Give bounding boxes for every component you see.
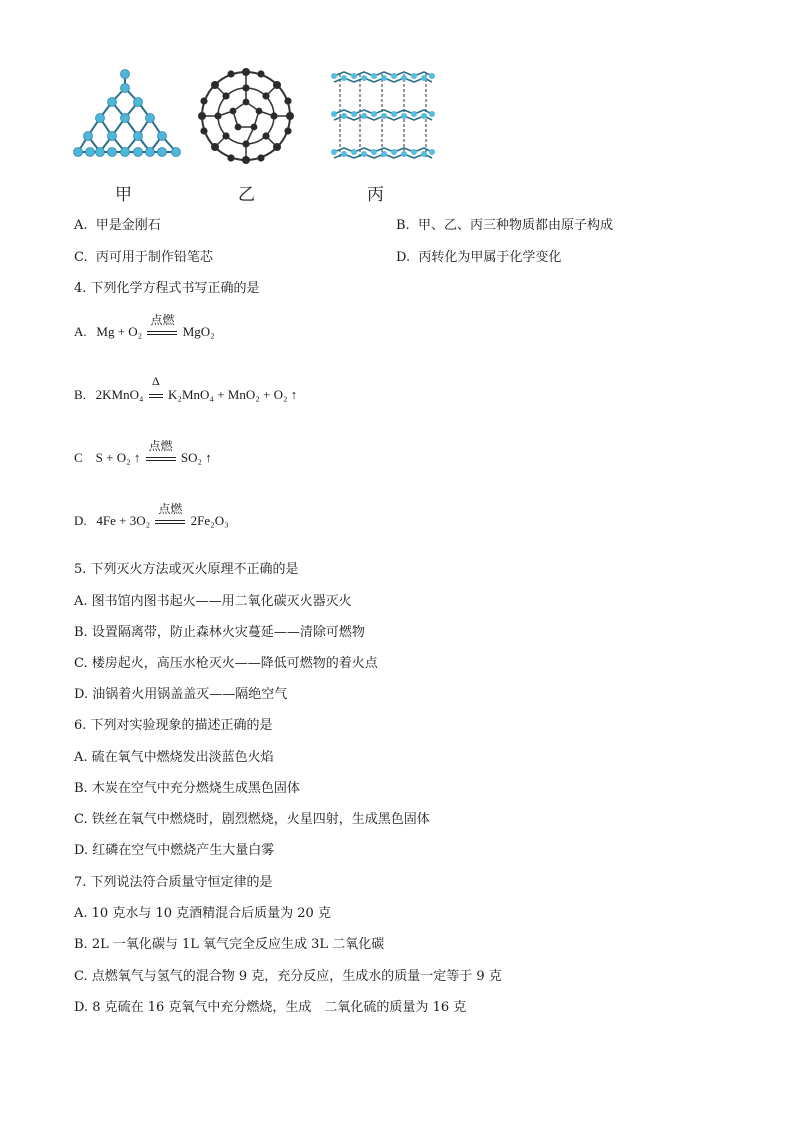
q4-option-c: C S + O₂ ↑ 点燃 SO₂ ↑: [74, 439, 212, 465]
q3-option-b: B. 甲、乙、丙三种物质都由原子构成: [396, 218, 613, 233]
reaction-condition: 点燃: [147, 324, 177, 340]
q3-option-c: C. 丙可用于制作铅笔芯: [74, 250, 213, 265]
q7-stem: 7. 下列说法符合质量守恒定律的是: [74, 875, 273, 890]
q4-option-b: B. 2KMnO₄ Δ K₂MnO₄ + MnO₂ + O₂ ↑: [74, 374, 298, 402]
q6-option-b: B. 木炭在空气中充分燃烧生成黑色固体: [74, 781, 300, 796]
figure-yi-fullerene: [196, 66, 296, 166]
q5-option-d: D. 油锅着火用锅盖盖灭——隔绝空气: [74, 687, 288, 702]
q6-option-a: A. 硫在氧气中燃烧发出淡蓝色火焰: [74, 750, 274, 765]
q4-stem: 4. 下列化学方程式书写正确的是: [74, 281, 260, 296]
q5-option-a: A. 图书馆内图书起火——用二氧化碳灭火器灭火: [74, 594, 352, 609]
figure-bing-graphite: [330, 66, 435, 166]
q4-option-d: D. 4Fe + 3O₂ 点燃 2Fe₂O₃: [74, 502, 229, 528]
caption-jia: 甲: [115, 185, 132, 205]
reaction-condition: Δ: [149, 387, 163, 403]
q5-option-c: C. 楼房起火，高压水枪灭火——降低可燃物的着火点: [74, 656, 378, 671]
q3-option-d: D. 丙转化为甲属于化学变化: [396, 250, 562, 265]
reaction-condition: 点燃: [155, 513, 185, 529]
q3-option-a: A. 甲是金刚石: [74, 218, 161, 233]
caption-yi: 乙: [238, 185, 255, 205]
q6-option-d: D. 红磷在空气中燃烧产生大量白雾: [74, 843, 275, 858]
q5-stem: 5. 下列灭火方法或灭火原理不正确的是: [74, 562, 299, 577]
q4-option-a: A. Mg + O₂ 点燃 MgO₂: [74, 313, 215, 339]
q7-option-c: C. 点燃氧气与氢气的混合物 9 克，充分反应，生成水的质量一定等于 9 克: [74, 969, 502, 984]
q6-option-c: C. 铁丝在氧气中燃烧时，剧烈燃烧，火星四射，生成黑色固体: [74, 812, 430, 827]
reaction-condition: 点燃: [146, 450, 176, 466]
q6-stem: 6. 下列对实验现象的描述正确的是: [74, 718, 273, 733]
q7-option-b: B. 2L 一氧化碳与 1L 氧气完全反应生成 3L 二氧化碳: [74, 937, 385, 952]
figure-jia-diamond: [70, 66, 185, 166]
caption-bing: 丙: [367, 185, 384, 205]
q7-option-d: D. 8 克硫在 16 克氧气中充分燃烧，生成 二氧化硫的质量为 16 克: [74, 1000, 467, 1015]
q5-option-b: B. 设置隔离带，防止森林火灾蔓延——清除可燃物: [74, 625, 365, 640]
q7-option-a: A. 10 克水与 10 克酒精混合后质量为 20 克: [74, 906, 331, 921]
